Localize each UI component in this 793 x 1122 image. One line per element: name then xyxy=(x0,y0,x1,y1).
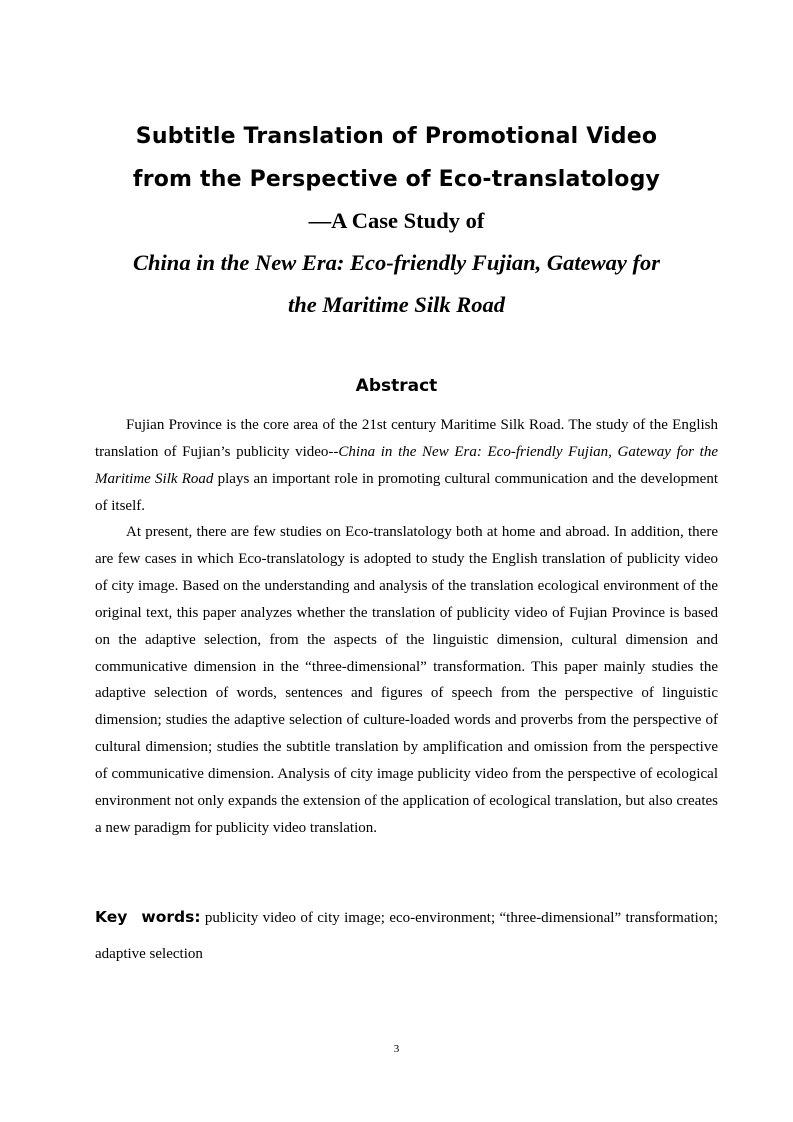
subtitle-line-2: China in the New Era: Eco-friendly Fujian, Gateway for xyxy=(133,250,660,275)
subtitle-line-3: the Maritime Silk Road xyxy=(288,292,505,317)
video-title-italic: China in the New Era: Eco-friendly Fujian, Gateway for the Maritime Silk Road xyxy=(95,443,719,487)
abstract-paragraph-1 xyxy=(95,412,718,520)
keywords-text: publicity video of city image; eco-environment; “three-dimensional” transformation; adaptive selection xyxy=(95,910,718,962)
subtitle-line-1: —A Case Study of xyxy=(308,208,485,233)
abstract-paragraph-2: At present, there are few studies on Eco-translatology both at home and abroad. In addition, there are few cases in which Eco-translatology is adopted to study the English translation of publicity video of city image. Based on the understanding and analysis of the translation ecological environment of the original text, this paper analyzes whether the translation of publicity video of Fujian Province is based on the adaptive selection, from the aspects of the linguistic dimension, cultural dimension and communicative dimension in the “three-dimensional” transformation. This paper mainly studies the adaptive selection of words, sentences and figures of speech from the perspective of linguistic dimension; studies the adaptive selection of culture-loaded words and proverbs from the perspective of cultural dimension; studies the subtitle translation by amplification and omission from the perspective of communicative dimension. Analysis of city image publicity video from the perspective of ecological environment not only expands the extension of the application of ecological translation, but also creates a new paradigm for publicity video translation. xyxy=(95,524,718,836)
keywords-label: Key words: xyxy=(95,908,201,926)
title-line-2: from the Perspective of Eco-translatology xyxy=(132,167,661,192)
abstract-heading: Abstract xyxy=(355,376,438,396)
page-number: 3 xyxy=(393,1043,400,1055)
title-line-1: Subtitle Translation of Promotional Video xyxy=(135,124,658,149)
abstract-p1-text-a: Fujian Province is the core area of the 21st century Maritime Silk Road. The study of the English translation of Fujian’s publicity video-- xyxy=(95,417,718,460)
keywords-block xyxy=(95,899,718,972)
abstract-p1-text-b: plays an important role in promoting cultural communication and the development of itself. xyxy=(95,470,718,514)
